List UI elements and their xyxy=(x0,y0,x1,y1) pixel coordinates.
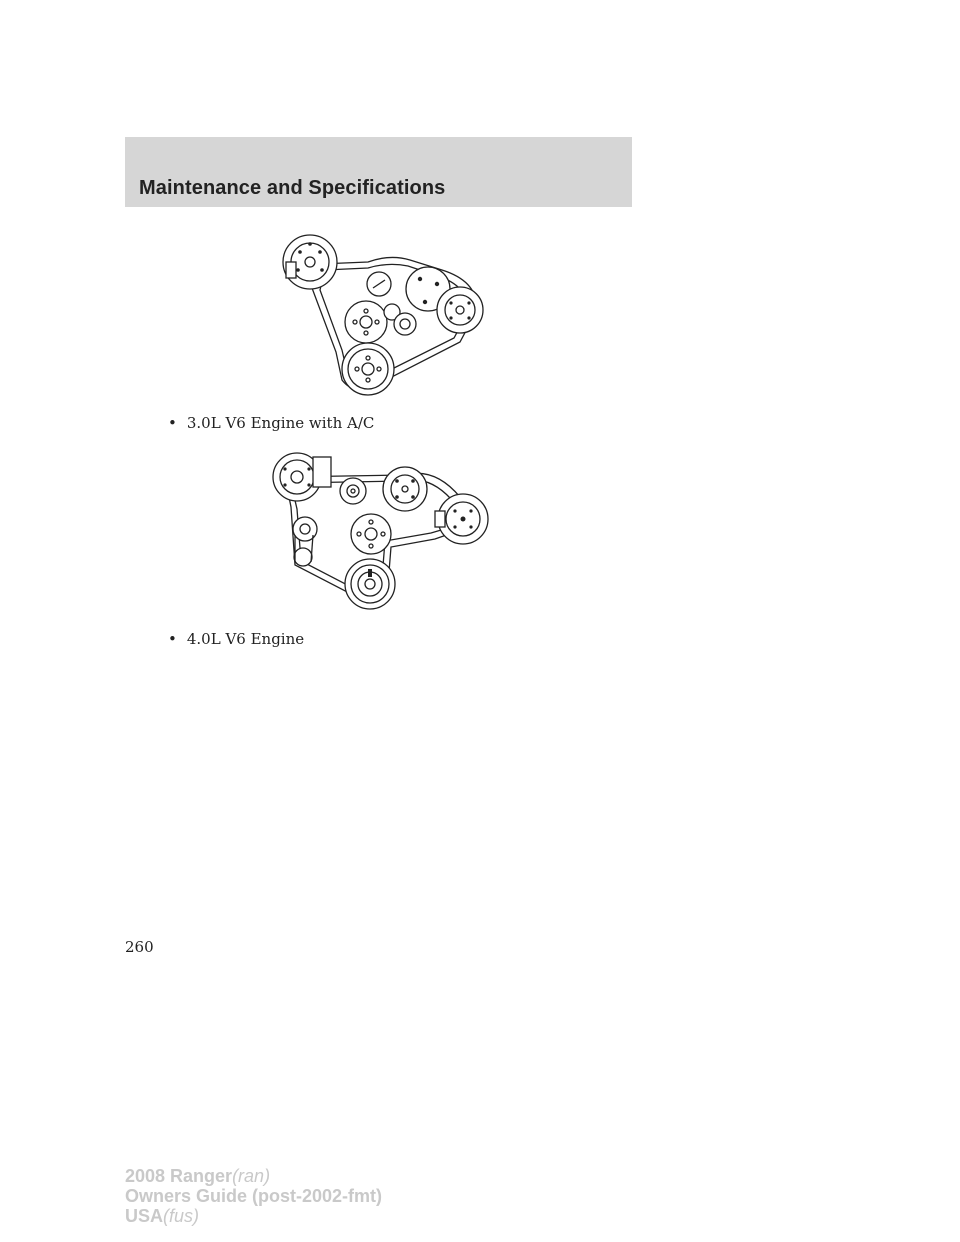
figure-caption-2 xyxy=(168,630,304,648)
document-footer xyxy=(125,1166,382,1226)
page-number: 260 xyxy=(125,938,154,956)
footer-market: USA xyxy=(125,1206,164,1226)
figure-caption-1 xyxy=(168,414,374,432)
bullet-glyph: • xyxy=(168,630,177,648)
belt-routing-diagram-4-0l xyxy=(265,447,505,612)
footer-market-code: (fus) xyxy=(163,1206,200,1226)
footer-guide: Owners Guide (post-2002-fmt) xyxy=(125,1186,383,1206)
belt-routing-diagram-3-0l xyxy=(270,232,500,402)
footer-model-code: (ran) xyxy=(232,1166,271,1186)
bullet-glyph: • xyxy=(168,414,177,432)
section-header xyxy=(125,137,632,207)
footer-line-3 xyxy=(125,1206,382,1226)
section-title: Maintenance and Specifications xyxy=(139,177,446,199)
caption-text: 3.0L V6 Engine with A/C xyxy=(186,414,375,432)
footer-model: 2008 Ranger xyxy=(125,1166,233,1186)
footer-line-1 xyxy=(125,1166,382,1186)
footer-line-2 xyxy=(125,1186,382,1206)
caption-text: 4.0L V6 Engine xyxy=(186,630,305,648)
